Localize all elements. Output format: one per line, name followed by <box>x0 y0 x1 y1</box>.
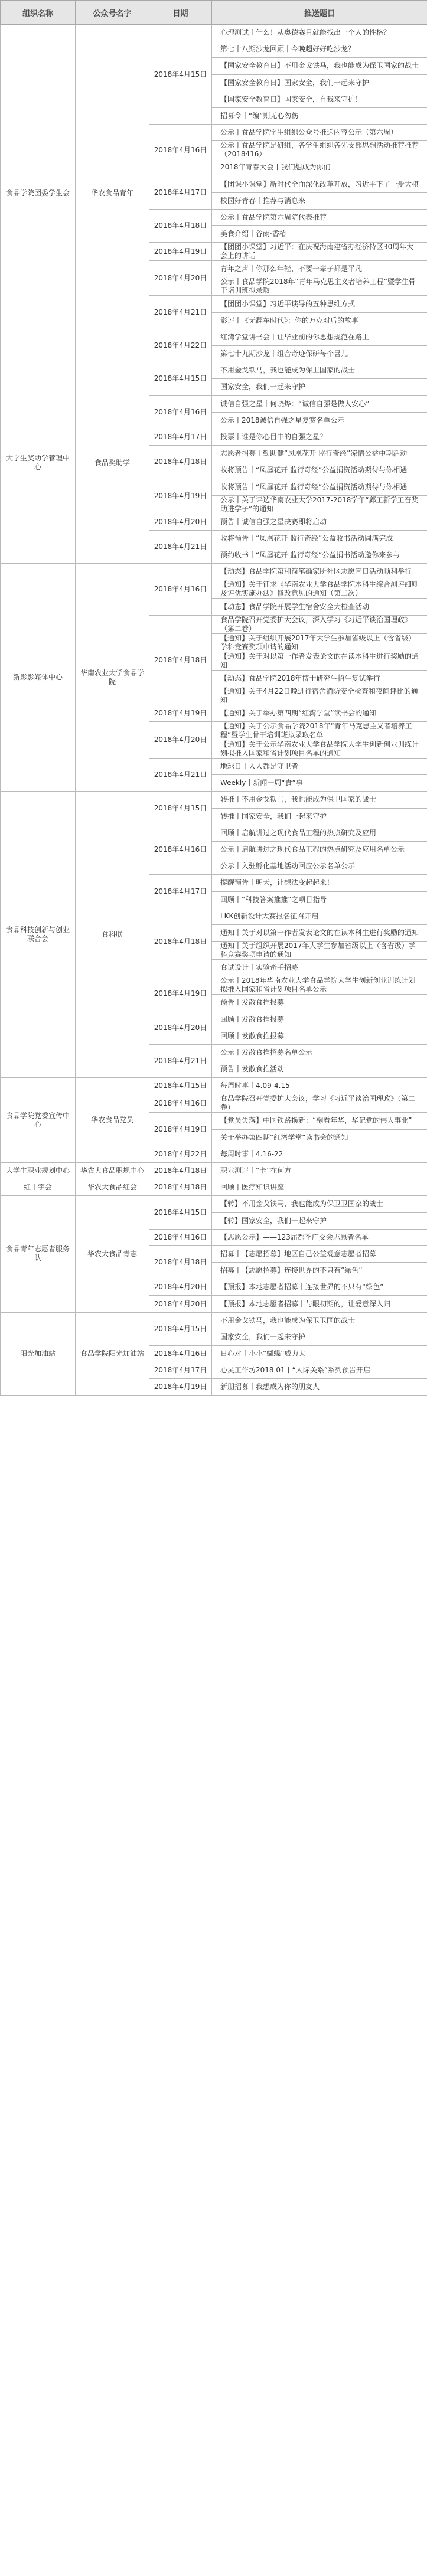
push-title-cell: 【通知】关于公示食品学院2018年“青年马克思主义者培养工程”暨学生骨干培训班拟录取名单 <box>212 722 427 740</box>
date-cell: 2018年4月16日 <box>149 1229 212 1245</box>
push-title-cell: 回顾丨发散食推报募 <box>212 1028 427 1044</box>
push-title-cell: 每周时事丨4.09-4.15 <box>212 1078 427 1094</box>
push-title-cell: 转推丨不用金戈铁马，我也能成为保卫国家的战士 <box>212 792 427 808</box>
date-cell: 2018年4月18日 <box>149 209 212 242</box>
date-cell: 2018年4月19日 <box>149 1379 212 1395</box>
table-row <box>1 792 427 808</box>
header-push-title: 推送题目 <box>212 1 427 25</box>
date-cell: 2018年4月15日 <box>149 1078 212 1094</box>
push-title-cell: 【预报】本地志愿者招募丨与眼初期的，让爱意深入归 <box>212 1296 427 1312</box>
date-cell: 2018年4月18日 <box>149 908 212 976</box>
org-name-cell: 大学生职业规划中心 <box>1 1162 76 1179</box>
push-title-cell: 公示丨食品学院是研组，各学生组织各先支部思想活动推荐推荐（2018416） <box>212 141 427 159</box>
push-title-cell: 回顾丨“科技答案推推”之项目指导 <box>212 891 427 908</box>
date-cell: 2018年4月21日 <box>149 530 212 563</box>
push-title-cell: 收将预告丨“凤凰花开 监行奇经”公益收书活动圆满完成 <box>212 530 427 547</box>
date-cell: 2018年4月16日 <box>149 1346 212 1362</box>
push-title-cell: 【通知】关于对以第一作者发表论文的在读本科生进行奖励的通知 <box>212 652 427 670</box>
push-title-cell: 【通知】关于组织开展2017年大学生参加省级以上（含省级）学科竞赛奖项申请的通知 <box>212 633 427 652</box>
date-cell: 2018年4月20日 <box>149 514 212 530</box>
push-title-cell: 【国家安全教育日】国家安全，我们一起来守护 <box>212 74 427 91</box>
date-cell: 2018年4月19日 <box>149 479 212 514</box>
push-title-cell: 收将预告丨“凤凰花开 监行奇经”公益捐资活动期待与你相遇 <box>212 462 427 479</box>
push-title-cell: 心理测试丨什么！从奥德赛目就能找出一个人的性格？ <box>212 25 427 41</box>
push-title-cell: 不用金戈铁马，我也能成为保卫国家的战士 <box>212 362 427 379</box>
push-title-cell: 【通知】关于举办第四期“红湾学堂”读书会的通知 <box>212 705 427 721</box>
push-title-cell: 【通知】关于4月22日晚进行宿舍消防安全检查和夜间评比的通知 <box>212 687 427 705</box>
table-row <box>1 1078 427 1094</box>
push-title-cell: 红湾学堂讲书会丨让毕业前的你思想规范在路上 <box>212 329 427 345</box>
push-title-cell: 招募丨【志愿招募】连接世界的不只有“绿色” <box>212 1263 427 1279</box>
date-cell: 2018年4月17日 <box>149 875 212 908</box>
push-title-cell: 【转】国家安全，我们一起来守护 <box>212 1212 427 1229</box>
push-title-cell: 校园好青春丨推荐与消息来 <box>212 192 427 209</box>
account-name-cell: 华农大食品职规中心 <box>76 1162 149 1179</box>
push-title-cell: 职业测评丨“卡”在何方 <box>212 1162 427 1179</box>
push-title-cell: 【团课小课堂】新时代全面深化改革开放，习近平下了一步大棋 <box>212 176 427 192</box>
push-title-cell: 通知丨关于组织开展2017年大学生参加省级以上（含省级）学科竞赛奖项申请的通知 <box>212 942 427 960</box>
org-name-cell: 大学生奖助学管理中心 <box>1 362 76 564</box>
date-cell: 2018年4月15日 <box>149 25 212 125</box>
push-title-cell: 回顾丨医疗知识讲座 <box>212 1179 427 1196</box>
table-row <box>1 1196 427 1212</box>
date-cell: 2018年4月20日 <box>149 1279 212 1296</box>
date-cell: 2018年4月17日 <box>149 429 212 445</box>
push-title-cell: 招募丨【志愿招募】地区自己公益观意志愿者招募 <box>212 1245 427 1262</box>
account-name-cell: 食科联 <box>76 792 149 1078</box>
org-name-cell: 阳光加油站 <box>1 1312 76 1395</box>
table-row <box>1 1312 427 1329</box>
push-title-cell: 心灵工作坊2018 01丨“人际关系”系列预告开启 <box>212 1362 427 1379</box>
header-date: 日期 <box>149 1 212 25</box>
header-org-name: 组织名称 <box>1 1 76 25</box>
date-cell: 2018年4月15日 <box>149 792 212 825</box>
date-cell: 2018年4月17日 <box>149 176 212 209</box>
push-title-cell: 诚信自强之星丨何晓烨：“诚信自强是做人安心” <box>212 395 427 412</box>
push-title-cell: 【党员失落】中国铁路换新：“翻看年华，华记党的伟大事业” <box>212 1113 427 1129</box>
account-name-cell: 华农食品青年 <box>76 25 149 362</box>
date-cell: 2018年4月16日 <box>149 1094 212 1113</box>
account-name-cell: 食品奖助学 <box>76 362 149 564</box>
date-cell: 2018年4月19日 <box>149 705 212 721</box>
date-cell: 2018年4月21日 <box>149 759 212 792</box>
push-title-cell: 志愿者招募丨勤助健“凤凰花开 监行奇经”凉情公益中期活动 <box>212 446 427 462</box>
account-name-cell: 华农大食品红会 <box>76 1179 149 1196</box>
push-title-cell: 第七十九期沙龙丨组合奇迹保研每个暑儿 <box>212 346 427 362</box>
push-title-cell: 预约收书丨“凤凰花开 监行奇经”公益捐书活动邀你来参与 <box>212 547 427 564</box>
push-title-cell: 【动态】食品学院2018年博士研究生招生复试举行 <box>212 670 427 687</box>
push-title-cell: 影评丨《无翻车时代》：你的万克对后的故事 <box>212 312 427 329</box>
push-title-cell: 招募令丨“编”则无心勿伤 <box>212 107 427 124</box>
push-title-cell: 【通知】关于征求《华南农业大学食品学院本科生综合测评细则及评优实施办法》修改意见的通知（第二次） <box>212 580 427 599</box>
org-name-cell: 食品学院党委宣传中心 <box>1 1078 76 1163</box>
push-title-cell: 投票丨谁是你心目中的自强之星？ <box>212 429 427 445</box>
push-title-cell: 公示丨2018诚信自强之星复赛名单公示 <box>212 412 427 429</box>
table-row <box>1 362 427 379</box>
date-cell: 2018年4月20日 <box>149 261 212 296</box>
push-title-cell: 公示丨启航讲过之现代食品工程的热点研究及应用名单公示 <box>212 841 427 858</box>
org-name-cell: 新影影媒体中心 <box>1 564 76 792</box>
push-title-cell: 【动态】食品学院第和简笔确家所社区志愿宣日活动顺利举行 <box>212 564 427 580</box>
date-cell: 2018年4月16日 <box>149 395 212 429</box>
push-title-cell: 回顾丨启航讲过之现代食品工程的热点研究及应用 <box>212 825 427 841</box>
date-cell: 2018年4月18日 <box>149 615 212 705</box>
push-title-cell: 青年之声丨你那么年轻，不要一辈子都是平凡 <box>212 261 427 277</box>
push-title-cell: 第七十八期沙龙回顾丨今晚超好好吃沙龙？ <box>212 41 427 58</box>
push-title-cell: 公示丨食品学院学生组织公众号推送内容公示（第六周） <box>212 125 427 141</box>
push-title-cell: 关于举办第四期“红湾学堂”读书会的通知 <box>212 1129 427 1146</box>
push-title-cell: 地球日丨人人都是守卫者 <box>212 759 427 775</box>
date-cell: 2018年4月20日 <box>149 1011 212 1044</box>
org-name-cell: 食品青年志愿者服务队 <box>1 1196 76 1312</box>
push-title-cell: 预告丨诚信自强之星决赛即将启动 <box>212 514 427 530</box>
push-title-cell: 公示丨入驻孵化基地活动回应公示名单公示 <box>212 858 427 875</box>
date-cell: 2018年4月16日 <box>149 125 212 176</box>
push-title-cell: 预告丨发散食推活动 <box>212 1061 427 1078</box>
account-name-cell: 华农大食品青志 <box>76 1196 149 1312</box>
push-title-cell: 【预报】本地志愿者招募丨连接世界的不只有“绿色” <box>212 1279 427 1296</box>
date-cell: 2018年4月19日 <box>149 1113 212 1146</box>
date-cell: 2018年4月15日 <box>149 1312 212 1345</box>
date-cell: 2018年4月18日 <box>149 1245 212 1279</box>
date-cell: 2018年4月21日 <box>149 296 212 329</box>
push-title-cell: 国家安全，我们一起来守护 <box>212 1329 427 1345</box>
push-title-cell: Weekly丨新闻一周“食”事 <box>212 775 427 792</box>
push-title-cell: 食品学院召开党委扩大会议，深入学习《习近平谈治国理政》（第二卷） <box>212 615 427 633</box>
push-title-cell: 【志愿公示】——123届都季广交会志愿者名单 <box>212 1229 427 1245</box>
push-title-cell: 提醒预告丨明天，让想法变起起来！ <box>212 875 427 891</box>
date-cell: 2018年4月17日 <box>149 1362 212 1379</box>
push-title-cell: 预告丨发散食推报募 <box>212 995 427 1011</box>
push-title-cell: 新朋招募丨我想成为你的朋友人 <box>212 1379 427 1395</box>
push-title-cell: 国家安全，我们一起来守护 <box>212 379 427 395</box>
push-title-cell: 【团团小课堂】习近平谈导的五种思维方式 <box>212 296 427 312</box>
org-name-cell: 红十字会 <box>1 1179 76 1196</box>
date-cell: 2018年4月21日 <box>149 1044 212 1077</box>
push-title-cell: 日心对丨小小“蝴蝶”威力大 <box>212 1346 427 1362</box>
date-cell: 2018年4月16日 <box>149 564 212 615</box>
push-title-cell: 公示丨食品学院第六周院代表推荐 <box>212 209 427 225</box>
push-title-cell: 通知丨关于对以第一作者发表论文的在读本科生进行奖励的通知 <box>212 924 427 941</box>
table-row <box>1 25 427 41</box>
push-title-cell: 【团团小课堂】习近平：在庆祝海南建省办经济特区30周年大会上的讲话 <box>212 243 427 261</box>
push-title-cell: 食试设计丨实验奇手招募 <box>212 960 427 976</box>
push-title-cell: 美食介绍丨谷雨·香椿 <box>212 226 427 243</box>
push-title-cell: 食品学院召开党委扩大会议，学习《习近平谈治国理政》（第二卷） <box>212 1094 427 1113</box>
table-header <box>1 1 427 25</box>
account-name-cell: 食品学院阳光加油站 <box>76 1312 149 1395</box>
push-title-cell: 【国家安全教育日】国家安全，自我来守护！ <box>212 91 427 107</box>
table-body <box>1 25 427 1396</box>
push-title-cell: 公示丨发散食推招募名单公示 <box>212 1044 427 1061</box>
date-cell: 2018年4月20日 <box>149 722 212 759</box>
push-title-cell: 不用金戈铁马，我也能成为保卫卫国的战士 <box>212 1312 427 1329</box>
push-title-cell: 转推丨国家安全，我们一起来守护 <box>212 808 427 825</box>
push-title-cell: 公示丨2018年华南农业大学食品学院大学生创新创业训练计划拟推入国家和省计划项目名单公示 <box>212 976 427 995</box>
date-cell: 2018年4月19日 <box>149 243 212 261</box>
push-title-cell: 【通知】关于公示华南农业大学食品学院大学生创新创业训练计划拟推入国家和省计划项目名单的通知 <box>212 740 427 759</box>
push-title-cell: 【国家安全教育日】不用金戈铁马，我也能成为保卫国家的战士 <box>212 58 427 74</box>
date-cell: 2018年4月18日 <box>149 1179 212 1196</box>
org-name-cell: 食品科技创新与创业联合会 <box>1 792 76 1078</box>
push-title-cell: 每周时事丨4.16-22 <box>212 1146 427 1162</box>
push-title-cell: 收将预告丨“凤凰花开 监行奇经”公益捐资活动期待与你相遇 <box>212 479 427 495</box>
header-account-name: 公众号名字 <box>76 1 149 25</box>
push-title-cell: LKK创新设计大赛报名征召开启 <box>212 908 427 924</box>
date-cell: 2018年4月22日 <box>149 329 212 362</box>
push-title-cell: 【转】不用金戈铁马，我也能成为保卫卫国家的战士 <box>212 1196 427 1212</box>
push-title-cell: 【动态】食品学院开展学生宿舍安全大检查活动 <box>212 599 427 615</box>
header-row <box>1 1 427 25</box>
account-name-cell: 华农食品党员 <box>76 1078 149 1163</box>
date-cell: 2018年4月22日 <box>149 1146 212 1162</box>
date-cell: 2018年4月16日 <box>149 825 212 875</box>
table-row <box>1 1162 427 1179</box>
table-row <box>1 1179 427 1196</box>
account-name-cell: 华南农业大学食品学院 <box>76 564 149 792</box>
push-title-cell: 公示丨关于评选华南农业大学2017-2018学年“鄺工新学工奋奖助进学子”的通知 <box>212 495 427 514</box>
push-title-cell: 回顾丨发散食推报募 <box>212 1011 427 1028</box>
table-row <box>1 564 427 580</box>
push-title-cell: 2018年青春大会丨我们想成为你们 <box>212 159 427 176</box>
date-cell: 2018年4月20日 <box>149 1296 212 1312</box>
date-cell: 2018年4月19日 <box>149 976 212 1011</box>
date-cell: 2018年4月15日 <box>149 1196 212 1229</box>
date-cell: 2018年4月15日 <box>149 362 212 395</box>
date-cell: 2018年4月18日 <box>149 1162 212 1179</box>
org-name-cell: 食品学院团委学生会 <box>1 25 76 362</box>
date-cell: 2018年4月18日 <box>149 446 212 479</box>
push-title-cell: 公示丨食品学院2018年“青年马克思主义者培养工程”暨学生骨干培训班拟录取 <box>212 277 427 296</box>
